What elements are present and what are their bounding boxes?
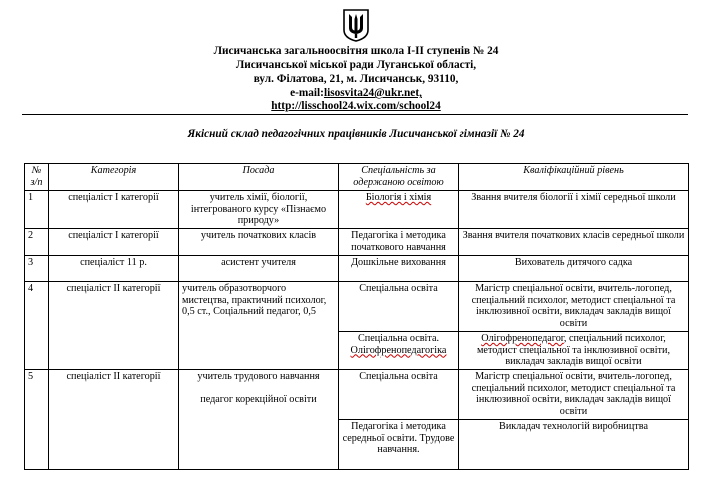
header-divider <box>22 114 688 115</box>
document-title: Якісний склад педагогічних працівників Лисичанської гімназії № 24 <box>187 128 525 140</box>
row-specialty: Спеціальна освіта <box>339 282 459 332</box>
row-qualification: Звання вчителя початкових класів середньої школи <box>459 229 689 256</box>
header-position: Посада <box>179 164 339 191</box>
school-website-line <box>0 99 712 113</box>
row-specialty: Спеціальна освіта <box>339 370 459 420</box>
website-link[interactable]: http://lisschool24.wix.com/school24 <box>271 100 441 112</box>
row-qualification: Звання вчителя біології і хімії середньої школи <box>459 191 689 229</box>
trident-emblem-icon <box>342 8 370 42</box>
row-category: спеціаліст 11 р. <box>49 256 179 282</box>
row-position: асистент учителя <box>179 256 339 282</box>
table-row <box>25 370 689 420</box>
header-category: Категорія <box>49 164 179 191</box>
school-authority: Лисичанської міської ради Луганської області, <box>235 59 477 71</box>
row-specialty: Дошкільне виховання <box>339 256 459 282</box>
row-num: 3 <box>25 256 49 282</box>
row-qualification: Магістр спеціальної освіти, вчитель-логопед, спеціальний психолог, методист спеціальної та інклюзивної освіти, викладач закладів вищої освіти <box>459 282 689 332</box>
row-position: учитель початкових класів <box>179 229 339 256</box>
row-specialty: Педагогіка і методика початкового навчання <box>339 229 459 256</box>
row-num: 2 <box>25 229 49 256</box>
school-name: Лисичанська загальноосвітня школа І-ІІ ступенів № 24 <box>213 45 499 57</box>
row-num: 1 <box>25 191 49 229</box>
row-position: учитель хімії, біології, інтегрованого курсу «Пізнаємо природу» <box>179 191 339 229</box>
school-address: вул. Філатова, 21, м. Лисичанськ, 93110, <box>253 73 459 85</box>
school-email-line <box>0 86 712 100</box>
row-category: спеціаліст ІІ категорії <box>49 282 179 370</box>
row-position: учитель образотворчого мистецтва, практичний психолог, 0,5 ст., Соціальний педагог, 0,5 <box>179 282 339 370</box>
staff-table <box>24 163 689 470</box>
table-row <box>25 191 689 229</box>
header-qualification: Кваліфікаційний рівень <box>459 164 689 191</box>
row-category: спеціаліст І категорії <box>49 191 179 229</box>
table-row <box>25 229 689 256</box>
table-row <box>25 282 689 332</box>
row-specialty: Спеціальна освіта. Олігофренопедагогіка <box>339 332 459 370</box>
row-specialty: Педагогіка і методика середньої освіти. Трудове навчання. <box>339 420 459 470</box>
row-category: спеціаліст І категорії <box>49 229 179 256</box>
row-qualification: Вихователь дитячого садка <box>459 256 689 282</box>
table-header-row <box>25 164 689 191</box>
header-specialty: Спеціальність за одержаною освітою <box>339 164 459 191</box>
row-qualification: Магістр спеціальної освіти, вчитель-логопед, спеціальний психолог, методист спеціальної та інклюзивної освіти, викладач закладів вищої освіти <box>459 370 689 420</box>
table-row <box>25 256 689 282</box>
email-link[interactable]: lisosvita24@ukr.net, <box>323 87 422 99</box>
row-num: 5 <box>25 370 49 470</box>
row-num: 4 <box>25 282 49 370</box>
row-category: спеціаліст ІІ категорії <box>49 370 179 470</box>
row-qualification: Олігофренопедагог, спеціальний психолог, методист спеціальної та інклюзивної освіти, викладач закладів вищої освіти <box>459 332 689 370</box>
row-specialty: Біологія і хімія <box>339 191 459 229</box>
row-qualification: Викладач технологій виробництва <box>459 420 689 470</box>
email-prefix: e-mail: <box>290 87 324 99</box>
header-num: № з/п <box>25 164 49 191</box>
row-position: учитель трудового навчання педагог корекційної освіти <box>179 370 339 470</box>
